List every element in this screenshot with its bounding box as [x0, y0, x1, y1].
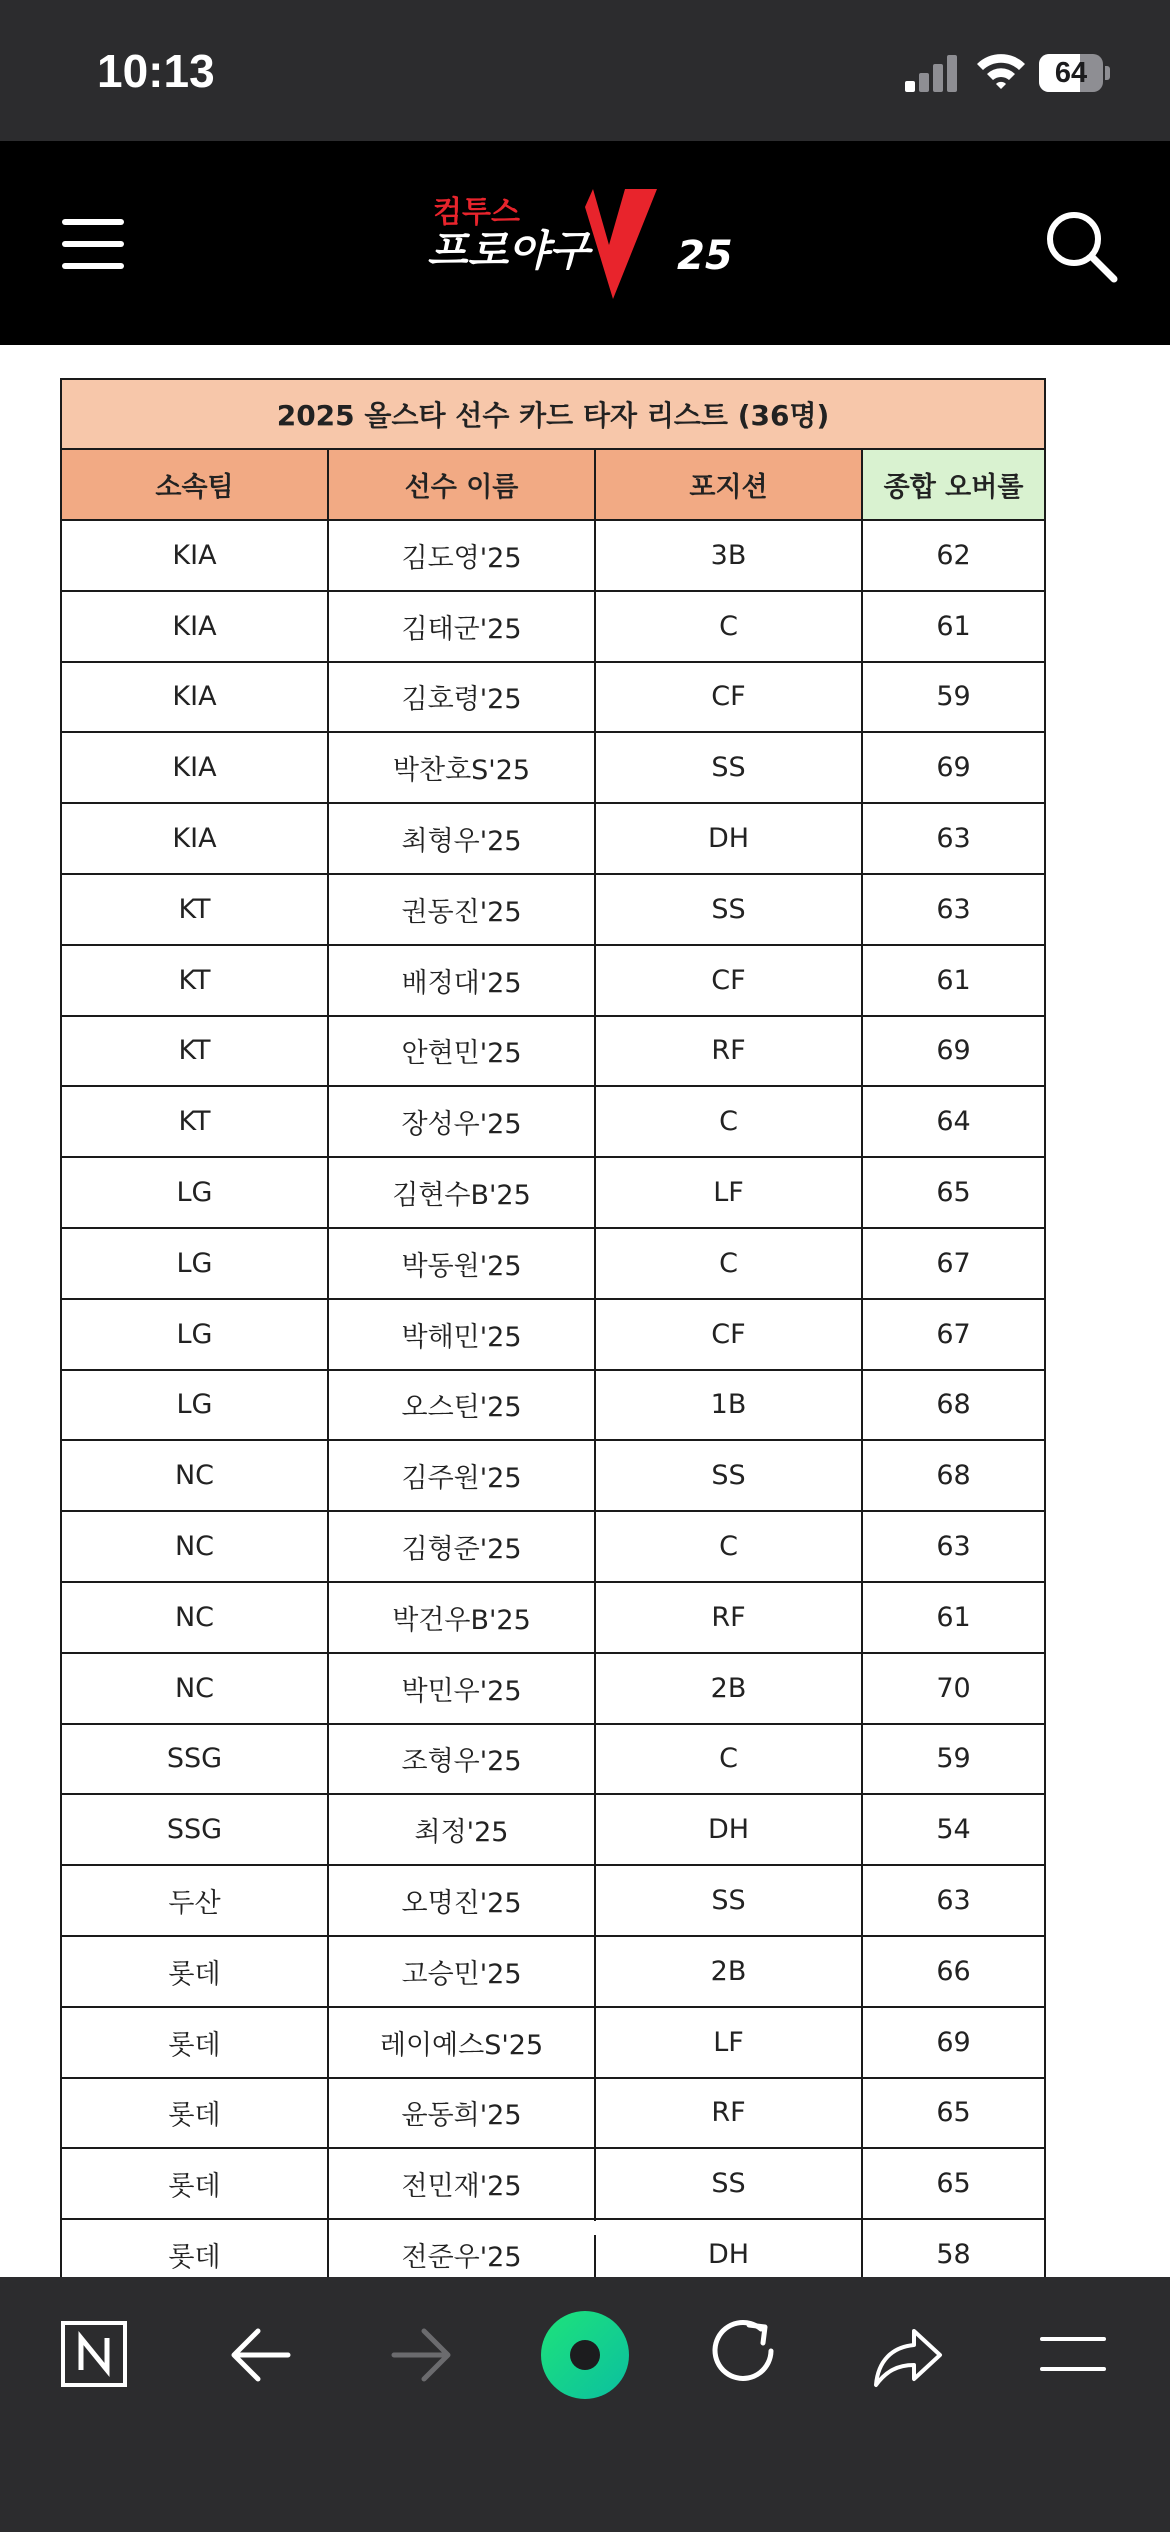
- cell-position: SS: [595, 1865, 862, 1936]
- cell-player-name: 윤동희'25: [328, 2078, 595, 2149]
- wifi-icon: [975, 50, 1027, 90]
- cell-position: SS: [595, 732, 862, 803]
- share-icon[interactable]: [868, 2277, 948, 2433]
- cell-overall: 61: [862, 945, 1045, 1016]
- cell-overall: 63: [862, 803, 1045, 874]
- game-logo[interactable]: [425, 187, 745, 299]
- table-row: [61, 1440, 1045, 1511]
- cell-player-name: 김주원'25: [328, 1440, 595, 1511]
- search-icon[interactable]: [1044, 209, 1118, 283]
- column-header-name: 선수 이름: [328, 449, 595, 520]
- cell-player-name: 권동진'25: [328, 874, 595, 945]
- cell-player-name: 박해민'25: [328, 1299, 595, 1370]
- cell-player-name: 레이예스S'25: [328, 2007, 595, 2078]
- cell-player-name: 김태군'25: [328, 591, 595, 662]
- column-header-overall: 종합 오버롤: [862, 449, 1045, 520]
- table-row: [61, 1299, 1045, 1370]
- table-row: [61, 874, 1045, 945]
- cell-position: 2B: [595, 1936, 862, 2007]
- browser-toolbar: [0, 2277, 1170, 2532]
- cell-player-name: 김도영'25: [328, 520, 595, 591]
- reload-icon[interactable]: [705, 2277, 785, 2433]
- cell-overall: 69: [862, 2007, 1045, 2078]
- table-row: [61, 520, 1045, 591]
- cell-position: C: [595, 1511, 862, 1582]
- cell-team: KIA: [61, 520, 328, 591]
- cell-player-name: 배정대'25: [328, 945, 595, 1016]
- home-indicator[interactable]: [377, 2221, 793, 2235]
- cell-team: 두산: [61, 1865, 328, 1936]
- cell-overall: 69: [862, 1016, 1045, 1087]
- cell-position: RF: [595, 1016, 862, 1087]
- table-row: [61, 1228, 1045, 1299]
- cell-overall: 65: [862, 2148, 1045, 2219]
- cell-overall: 64: [862, 1086, 1045, 1157]
- cell-team: LG: [61, 1228, 328, 1299]
- table-row: [61, 1936, 1045, 2007]
- cell-player-name: 김호령'25: [328, 662, 595, 733]
- cell-player-name: 박민우'25: [328, 1653, 595, 1724]
- cell-position: C: [595, 591, 862, 662]
- cellular-signal-icon: [905, 54, 959, 92]
- status-bar: [0, 0, 1170, 141]
- cell-team: SSG: [61, 1724, 328, 1795]
- cell-team: 롯데: [61, 2219, 328, 2277]
- hamburger-menu-icon[interactable]: [62, 219, 124, 269]
- cell-team: LG: [61, 1157, 328, 1228]
- cell-position: SS: [595, 874, 862, 945]
- cell-player-name: 김형준'25: [328, 1511, 595, 1582]
- cell-team: KIA: [61, 662, 328, 733]
- cell-position: LF: [595, 1157, 862, 1228]
- cell-position: CF: [595, 1299, 862, 1370]
- cell-player-name: 전준우'25: [328, 2219, 595, 2277]
- logo-main-text: 프로야구: [427, 226, 590, 275]
- menu-icon[interactable]: [1040, 2277, 1110, 2433]
- back-arrow-icon[interactable]: [220, 2277, 300, 2433]
- cell-overall: 67: [862, 1299, 1045, 1370]
- cell-player-name: 오명진'25: [328, 1865, 595, 1936]
- green-dot-icon[interactable]: [539, 2277, 631, 2433]
- table-row: [61, 662, 1045, 733]
- column-header-team: 소속팀: [61, 449, 328, 520]
- battery-indicator: [1039, 54, 1109, 92]
- cell-overall: 59: [862, 662, 1045, 733]
- cell-player-name: 최정'25: [328, 1794, 595, 1865]
- cell-overall: 68: [862, 1370, 1045, 1441]
- table-row: [61, 1157, 1045, 1228]
- table-row: [61, 1865, 1045, 1936]
- logo-top-text: 컴투스: [433, 195, 520, 230]
- table-row: [61, 2078, 1045, 2149]
- cell-player-name: 박찬호S'25: [328, 732, 595, 803]
- cell-team: 롯데: [61, 2148, 328, 2219]
- cell-team: KIA: [61, 732, 328, 803]
- cell-overall: 61: [862, 1582, 1045, 1653]
- status-time: 10:13: [97, 45, 215, 97]
- cell-position: 2B: [595, 1653, 862, 1724]
- cell-team: 롯데: [61, 2078, 328, 2149]
- cell-overall: 63: [862, 874, 1045, 945]
- cell-player-name: 조형우'25: [328, 1724, 595, 1795]
- cell-overall: 59: [862, 1724, 1045, 1795]
- cell-team: LG: [61, 1370, 328, 1441]
- cell-team: KT: [61, 874, 328, 945]
- cell-position: RF: [595, 2078, 862, 2149]
- cell-team: KT: [61, 1086, 328, 1157]
- cell-overall: 67: [862, 1228, 1045, 1299]
- cell-team: NC: [61, 1440, 328, 1511]
- naver-home-icon[interactable]: [55, 2277, 135, 2433]
- cell-overall: 63: [862, 1865, 1045, 1936]
- cell-overall: 65: [862, 2078, 1045, 2149]
- cell-position: C: [595, 1724, 862, 1795]
- cell-player-name: 박동원'25: [328, 1228, 595, 1299]
- cell-position: SS: [595, 2148, 862, 2219]
- table-row: [61, 1086, 1045, 1157]
- cell-position: DH: [595, 2219, 862, 2277]
- cell-position: DH: [595, 803, 862, 874]
- cell-overall: 70: [862, 1653, 1045, 1724]
- cell-overall: 63: [862, 1511, 1045, 1582]
- site-header: [0, 141, 1170, 345]
- cell-position: C: [595, 1228, 862, 1299]
- cell-team: NC: [61, 1582, 328, 1653]
- table-row: [61, 945, 1045, 1016]
- cell-team: 롯데: [61, 2007, 328, 2078]
- cell-position: 3B: [595, 520, 862, 591]
- table-row: [61, 1794, 1045, 1865]
- article-content: [0, 345, 1170, 2277]
- cell-team: LG: [61, 1299, 328, 1370]
- table-row: [61, 1370, 1045, 1441]
- logo-suffix-text: 25: [677, 233, 733, 279]
- cell-position: CF: [595, 662, 862, 733]
- cell-position: DH: [595, 1794, 862, 1865]
- battery-percent: 64: [1054, 57, 1088, 89]
- cell-player-name: 고승민'25: [328, 1936, 595, 2007]
- table-row: [61, 2148, 1045, 2219]
- cell-team: NC: [61, 1511, 328, 1582]
- cell-player-name: 박건우B'25: [328, 1582, 595, 1653]
- table-title: 2025 올스타 선수 카드 타자 리스트 (36명): [61, 379, 1045, 449]
- cell-player-name: 전민재'25: [328, 2148, 595, 2219]
- cell-position: 1B: [595, 1370, 862, 1441]
- cell-overall: 54: [862, 1794, 1045, 1865]
- cell-overall: 61: [862, 591, 1045, 662]
- table-row: [61, 1511, 1045, 1582]
- cell-overall: 65: [862, 1157, 1045, 1228]
- table-row: [61, 1653, 1045, 1724]
- cell-player-name: 오스틴'25: [328, 1370, 595, 1441]
- table-row: [61, 2007, 1045, 2078]
- cell-overall: 58: [862, 2219, 1045, 2277]
- cell-overall: 69: [862, 732, 1045, 803]
- cell-player-name: 안현민'25: [328, 1016, 595, 1087]
- cell-position: LF: [595, 2007, 862, 2078]
- cell-player-name: 김현수B'25: [328, 1157, 595, 1228]
- cell-team: KIA: [61, 591, 328, 662]
- cell-position: RF: [595, 1582, 862, 1653]
- cell-overall: 68: [862, 1440, 1045, 1511]
- forward-arrow-icon[interactable]: [382, 2277, 462, 2433]
- cell-position: C: [595, 1086, 862, 1157]
- cell-team: KIA: [61, 803, 328, 874]
- table-row: [61, 1724, 1045, 1795]
- allstar-batter-table: [60, 378, 1046, 2277]
- table-row: [61, 732, 1045, 803]
- cell-team: SSG: [61, 1794, 328, 1865]
- cell-player-name: 최형우'25: [328, 803, 595, 874]
- column-header-position: 포지션: [595, 449, 862, 520]
- cell-team: 롯데: [61, 1936, 328, 2007]
- cell-team: KT: [61, 1016, 328, 1087]
- table-row: [61, 803, 1045, 874]
- cell-position: CF: [595, 945, 862, 1016]
- cell-overall: 62: [862, 520, 1045, 591]
- cell-overall: 66: [862, 1936, 1045, 2007]
- cell-team: NC: [61, 1653, 328, 1724]
- table-row: [61, 591, 1045, 662]
- table-row: [61, 1582, 1045, 1653]
- cell-position: SS: [595, 1440, 862, 1511]
- table-row: [61, 1016, 1045, 1087]
- cell-player-name: 장성우'25: [328, 1086, 595, 1157]
- cell-team: KT: [61, 945, 328, 1016]
